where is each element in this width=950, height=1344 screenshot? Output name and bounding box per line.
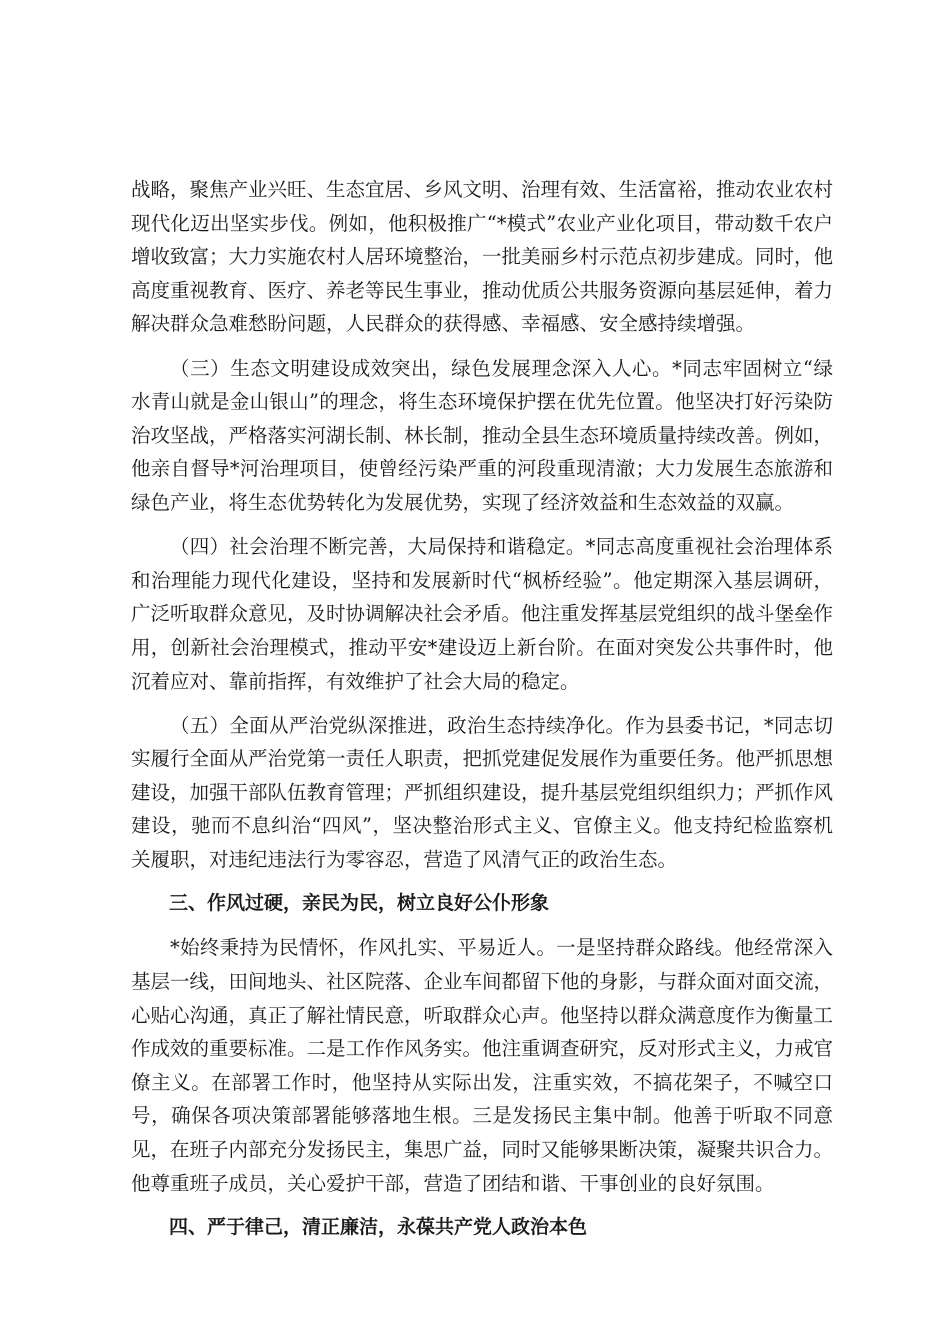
document-body [131,173,833,1255]
paragraph-social-governance: （四）社会治理不断完善，大局保持和谐稳定。*同志高度重视社会治理体系和治理能力现代化建设，坚持和发展新时代“枫桥经验”。他定期深入基层调研，广泛听取群众意见，及时协调解决社会矛盾。他注重发挥基层党组织的战斗堡垒作用，创新社会治理模式，推动平安*建设迈上新台阶。在面对突发公共事件时，他沉着应对、靠前指挥，有效维护了社会大局的稳定。 [131,535,834,693]
paragraph-continuation: 战略，聚焦产业兴旺、生态宜居、乡风文明、治理有效、生活富裕，推动农业农村现代化迈出坚实步伐。例如，他积极推广“*模式”农业产业化项目，带动数千农户增收致富；大力实施农村人居环境整治，一批美丽乡村示范点初步建成。同时，他高度重视教育、医疗、养老等民生事业，推动优质公共服务资源向基层延伸，着力解决群众急难愁盼问题，人民群众的获得感、幸福感、安全感持续增强。 [131,178,834,336]
paragraph-work-style: *始终秉持为民情怀，作风扎实、平易近人。一是坚持群众路线。他经常深入基层一线，田间地头、社区院落、企业车间都留下他的身影，与群众面对面交流，心贴心沟通，真正了解社情民意，听取群众心声。他坚持以群众满意度作为衡量工作成效的重要标准。二是工作作风务实。他注重调查研究，反对形式主义，力戒官僚主义。在部署工作时，他坚持从实际出发，注重实效，不搞花架子，不喊空口号，确保各项决策部署能够落地生根。三是发扬民主集中制。他善于听取不同意见，在班子内部充分发扬民主，集思广益，同时又能够果断决策，凝聚共识合力。他尊重班子成员，关心爱护干部，营造了团结和谐、干事创业的良好氛围。 [131,936,834,1195]
section-heading-3: 三、作风过硬，亲民为民，树立良好公仆形象 [169,892,550,915]
paragraph-ecology: （三）生态文明建设成效突出，绿色发展理念深入人心。*同志牢固树立“绿水青山就是金山银山”的理念，将生态环境保护摆在优先位置。他坚决打好污染防治攻坚战，严格落实河湖长制、林长制，推动全县生态环境质量持续改善。例如，他亲自督导*河治理项目，使曾经污染严重的河段重现清澈；大力发展生态旅游和绿色产业，将生态优势转化为发展优势，实现了经济效益和生态效益的双赢。 [131,356,834,514]
paragraph-party-discipline: （五）全面从严治党纵深推进，政治生态持续净化。作为县委书记，*同志切实履行全面从严治党第一责任人职责，把抓党建促发展作为重要任务。他严抓思想建设，加强干部队伍教育管理；严抓组织建设，提升基层党组织组织力；严抓作风建设，驰而不息纠治“四风”，坚决整治形式主义、官僚主义。他支持纪检监察机关履职，对违纪违法行为零容忍，营造了风清气正的政治生态。 [131,713,834,872]
section-heading-4: 四、严于律己，清正廉洁，永葆共产党人政治本色 [169,1215,588,1238]
